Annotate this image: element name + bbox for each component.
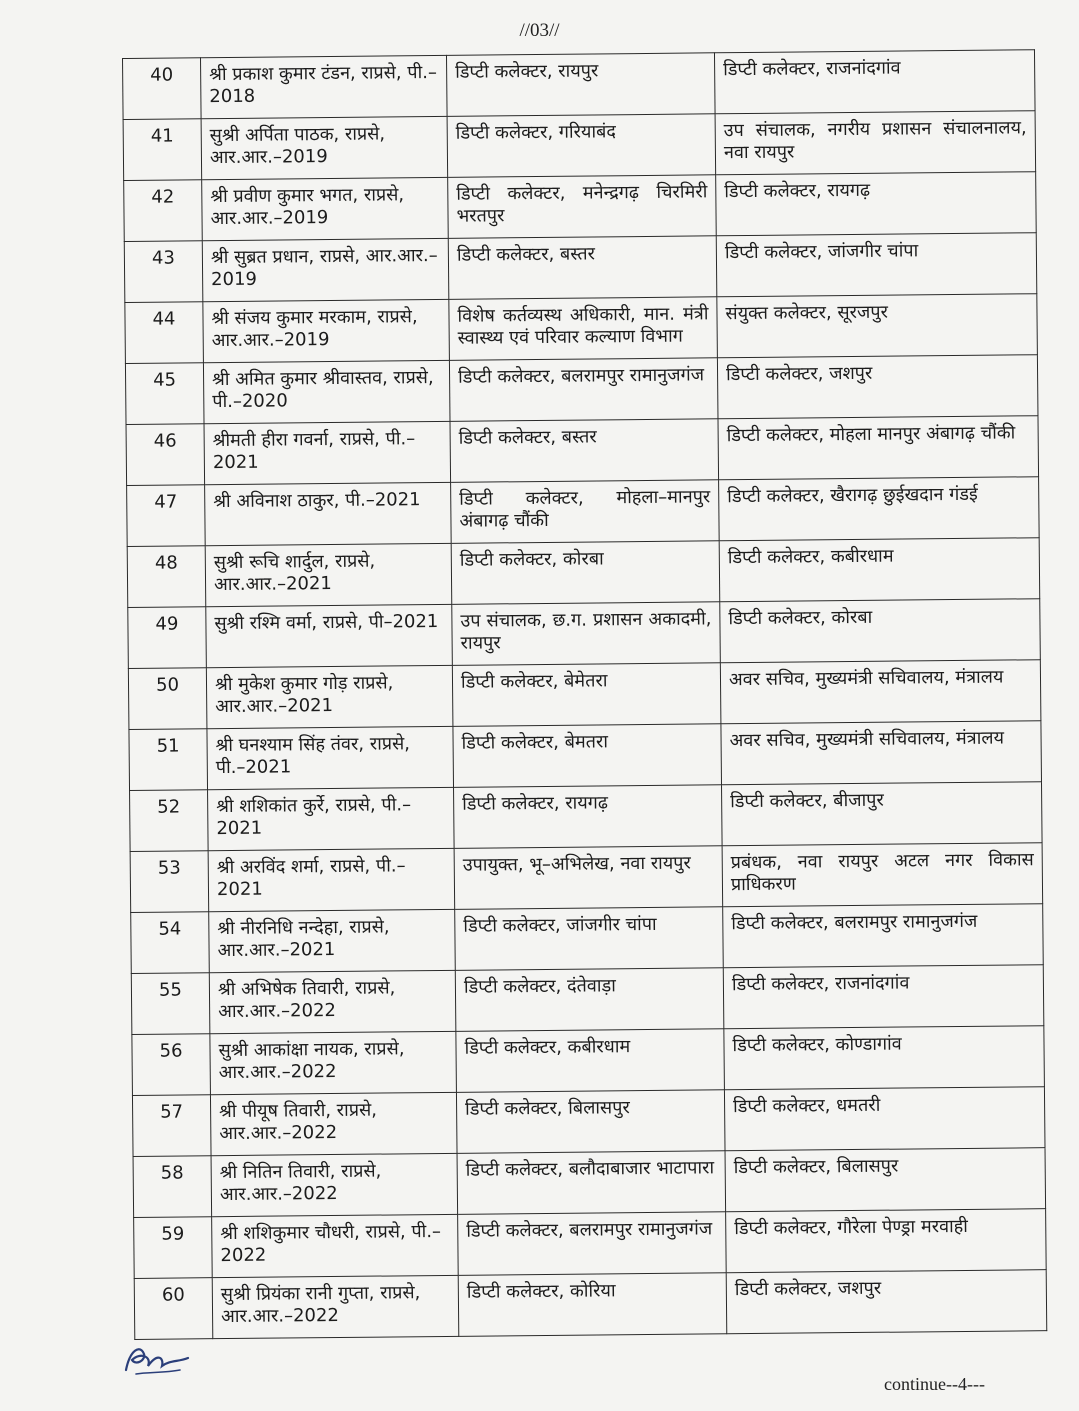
current-posting-cell: डिप्टी कलेक्टर, कोरबा — [451, 541, 720, 605]
officer-name-cell: श्री नीरनिधि नन्देहा, राप्रसे, आर.आर.–2021 — [209, 909, 456, 972]
serial-number-cell: 44 — [125, 302, 204, 364]
officer-name-cell: सुश्री रश्मि वर्मा, राप्रसे, पी–2021 — [206, 604, 453, 667]
serial-number-cell: 40 — [123, 58, 202, 120]
serial-number-cell: 47 — [127, 485, 206, 547]
officer-name-cell: श्री शशिकुमार चौधरी, राप्रसे, पी.–2022 — [212, 1214, 459, 1277]
new-posting-cell: डिप्टी कलेक्टर, गौरेला पेण्ड्रा मरवाही — [726, 1209, 1047, 1273]
table-row — [134, 1270, 1047, 1340]
officer-name-cell: सुश्री अर्पिता पाठक, राप्रसे, आर.आर.–2019 — [201, 116, 448, 179]
table-row — [124, 233, 1037, 303]
new-posting-cell: डिप्टी कलेक्टर, मोहला मानपुर अंबागढ़ चौंकी — [718, 416, 1039, 480]
page-number-marker: //03// — [519, 20, 560, 41]
serial-number-cell: 58 — [133, 1156, 212, 1218]
current-posting-cell: डिप्टी कलेक्टर, मनेन्द्रगढ़ चिरमिरी भरतपुर — [448, 175, 717, 239]
serial-number-cell: 43 — [124, 241, 203, 303]
serial-number-cell: 48 — [127, 546, 206, 608]
table-row — [125, 294, 1038, 364]
new-posting-cell: डिप्टी कलेक्टर, राजनांदगांव — [723, 965, 1044, 1029]
continue-note: continue--4--- — [884, 1374, 985, 1394]
current-posting-cell: डिप्टी कलेक्टर, बिलासपुर — [456, 1090, 725, 1154]
table-row — [128, 660, 1041, 730]
officer-name-cell: सुश्री रूचि शार्दुल, राप्रसे, आर.आर.–2021 — [205, 543, 452, 606]
serial-number-cell: 42 — [124, 180, 203, 242]
officer-name-cell: श्री शशिकांत कुर्रे, राप्रसे, पी.–2021 — [208, 787, 455, 850]
new-posting-cell: डिप्टी कलेक्टर, जशपुर — [717, 355, 1038, 419]
current-posting-cell: डिप्टी कलेक्टर, जांजगीर चांपा — [455, 907, 724, 971]
serial-number-cell: 56 — [132, 1034, 211, 1096]
officer-name-cell: श्री अविनाश ठाकुर, पी.–2021 — [205, 482, 452, 545]
current-posting-cell: डिप्टी कलेक्टर, रायगढ़ — [454, 785, 723, 849]
serial-number-cell: 49 — [128, 607, 207, 669]
table-row — [130, 843, 1043, 913]
current-posting-cell: डिप्टी कलेक्टर, बस्तर — [448, 236, 717, 300]
serial-number-cell: 52 — [130, 790, 209, 852]
table-row — [133, 1148, 1046, 1218]
current-posting-cell: डिप्टी कलेक्टर, बस्तर — [450, 419, 719, 483]
officer-name-cell: श्री घनश्याम सिंह तंवर, राप्रसे, पी.–2021 — [207, 726, 454, 789]
new-posting-cell: डिप्टी कलेक्टर, राजनांदगांव — [714, 50, 1035, 114]
table-row — [123, 50, 1036, 120]
table-row — [132, 1026, 1045, 1096]
new-posting-cell: प्रबंधक, नवा रायपुर अटल नगर विकास प्राधिकरण — [722, 843, 1043, 907]
table-row — [129, 721, 1042, 791]
current-posting-cell: डिप्टी कलेक्टर, कोरिया — [458, 1273, 727, 1337]
officer-name-cell: श्रीमती हीरा गवर्ना, राप्रसे, पी.–2021 — [204, 421, 451, 484]
officer-name-cell: श्री अमित कुमार श्रीवास्तव, राप्रसे, पी.–2020 — [203, 360, 450, 423]
serial-number-cell: 41 — [123, 119, 202, 181]
new-posting-cell: डिप्टी कलेक्टर, धमतरी — [724, 1087, 1045, 1151]
officer-name-cell: श्री पीयूष तिवारी, राप्रसे, आर.आर.–2022 — [210, 1092, 457, 1155]
transfer-table-body — [123, 50, 1047, 1340]
new-posting-cell: डिप्टी कलेक्टर, कोरबा — [720, 599, 1041, 663]
new-posting-cell: डिप्टी कलेक्टर, बीजापुर — [722, 782, 1043, 846]
serial-number-cell: 50 — [128, 668, 207, 730]
current-posting-cell: उप संचालक, छ.ग. प्रशासन अकादमी, रायपुर — [452, 602, 721, 666]
officer-name-cell: श्री सुब्रत प्रधान, राप्रसे, आर.आर.–2019 — [202, 238, 449, 301]
serial-number-cell: 51 — [129, 729, 208, 791]
current-posting-cell: डिप्टी कलेक्टर, मोहला–मानपुर अंबागढ़ चौंकी — [451, 480, 720, 544]
current-posting-cell: डिप्टी कलेक्टर, बेमेतरा — [452, 663, 721, 727]
table-row — [132, 1087, 1045, 1157]
serial-number-cell: 55 — [131, 973, 210, 1035]
table-row — [127, 538, 1040, 608]
current-posting-cell: विशेष कर्तव्यस्थ अधिकारी, मान. मंत्री स्वास्थ्य एवं परिवार कल्याण विभाग — [449, 297, 718, 361]
officer-name-cell: श्री प्रवीण कुमार भगत, राप्रसे, आर.आर.–2019 — [202, 177, 449, 240]
table-row — [131, 904, 1044, 974]
serial-number-cell: 53 — [130, 851, 209, 913]
new-posting-cell: अवर सचिव, मुख्यमंत्री सचिवालय, मंत्रालय — [720, 660, 1041, 724]
new-posting-cell: उप संचालक, नगरीय प्रशासन संचालनालय, नवा रायपुर — [715, 111, 1036, 175]
current-posting-cell: डिप्टी कलेक्टर, कबीरधाम — [456, 1029, 725, 1093]
transfer-table — [122, 49, 1047, 1340]
officer-name-cell: श्री नितिन तिवारी, राप्रसे, आर.आर.–2022 — [211, 1153, 458, 1216]
officer-name-cell: श्री अभिषेक तिवारी, राप्रसे, आर.आर.–2022 — [209, 970, 456, 1033]
table-row — [131, 965, 1044, 1035]
new-posting-cell: डिप्टी कलेक्टर, कबीरधाम — [719, 538, 1040, 602]
officer-name-cell: सुश्री आकांक्षा नायक, राप्रसे, आर.आर.–2022 — [210, 1031, 457, 1094]
current-posting-cell: डिप्टी कलेक्टर, दंतेवाड़ा — [455, 968, 724, 1032]
serial-number-cell: 54 — [131, 912, 210, 974]
new-posting-cell: डिप्टी कलेक्टर, बिलासपुर — [725, 1148, 1046, 1212]
signature-mark — [118, 1330, 198, 1380]
serial-number-cell: 59 — [134, 1217, 213, 1279]
new-posting-cell: डिप्टी कलेक्टर, खैरागढ़ छुईखदान गंडई — [719, 477, 1040, 541]
table-row — [134, 1209, 1047, 1279]
table-row — [127, 477, 1040, 547]
current-posting-cell: डिप्टी कलेक्टर, बलरामपुर रामानुजगंज — [449, 358, 718, 422]
current-posting-cell: डिप्टी कलेक्टर, बलौदाबाजार भाटापारा — [457, 1151, 726, 1215]
serial-number-cell: 57 — [132, 1095, 211, 1157]
table-row — [124, 172, 1037, 242]
current-posting-cell: डिप्टी कलेक्टर, बेमतरा — [453, 724, 722, 788]
new-posting-cell: अवर सचिव, मुख्यमंत्री सचिवालय, मंत्रालय — [721, 721, 1042, 785]
current-posting-cell: डिप्टी कलेक्टर, रायपुर — [446, 53, 715, 117]
new-posting-cell: डिप्टी कलेक्टर, बलरामपुर रामानुजगंज — [723, 904, 1044, 968]
current-posting-cell: उपायुक्त, भू–अभिलेख, नवा रायपुर — [454, 846, 723, 910]
serial-number-cell: 60 — [134, 1278, 213, 1340]
current-posting-cell: डिप्टी कलेक्टर, बलरामपुर रामानुजगंज — [458, 1212, 727, 1276]
new-posting-cell: डिप्टी कलेक्टर, कोण्डागांव — [724, 1026, 1045, 1090]
officer-name-cell: श्री अरविंद शर्मा, राप्रसे, पी.–2021 — [208, 848, 455, 911]
officer-name-cell: श्री प्रकाश कुमार टंडन, राप्रसे, पी.–2018 — [201, 55, 448, 118]
table-row — [123, 111, 1036, 181]
serial-number-cell: 46 — [126, 424, 205, 486]
officer-name-cell: श्री मुकेश कुमार गोड़ राप्रसे, आर.आर.–2021 — [206, 665, 453, 728]
officer-name-cell: सुश्री प्रियंका रानी गुप्ता, राप्रसे, आर.आर.–2022 — [212, 1275, 459, 1338]
officer-name-cell: श्री संजय कुमार मरकाम, राप्रसे, आर.आर.–2019 — [203, 299, 450, 362]
current-posting-cell: डिप्टी कलेक्टर, गरियाबंद — [447, 114, 716, 178]
serial-number-cell: 45 — [125, 363, 204, 425]
table-row — [130, 782, 1043, 852]
new-posting-cell: संयुक्त कलेक्टर, सूरजपुर — [717, 294, 1038, 358]
table-row — [126, 416, 1039, 486]
table-row — [125, 355, 1038, 425]
new-posting-cell: डिप्टी कलेक्टर, रायगढ़ — [716, 172, 1037, 236]
new-posting-cell: डिप्टी कलेक्टर, जशपुर — [726, 1270, 1047, 1334]
table-row — [128, 599, 1041, 669]
new-posting-cell: डिप्टी कलेक्टर, जांजगीर चांपा — [716, 233, 1037, 297]
